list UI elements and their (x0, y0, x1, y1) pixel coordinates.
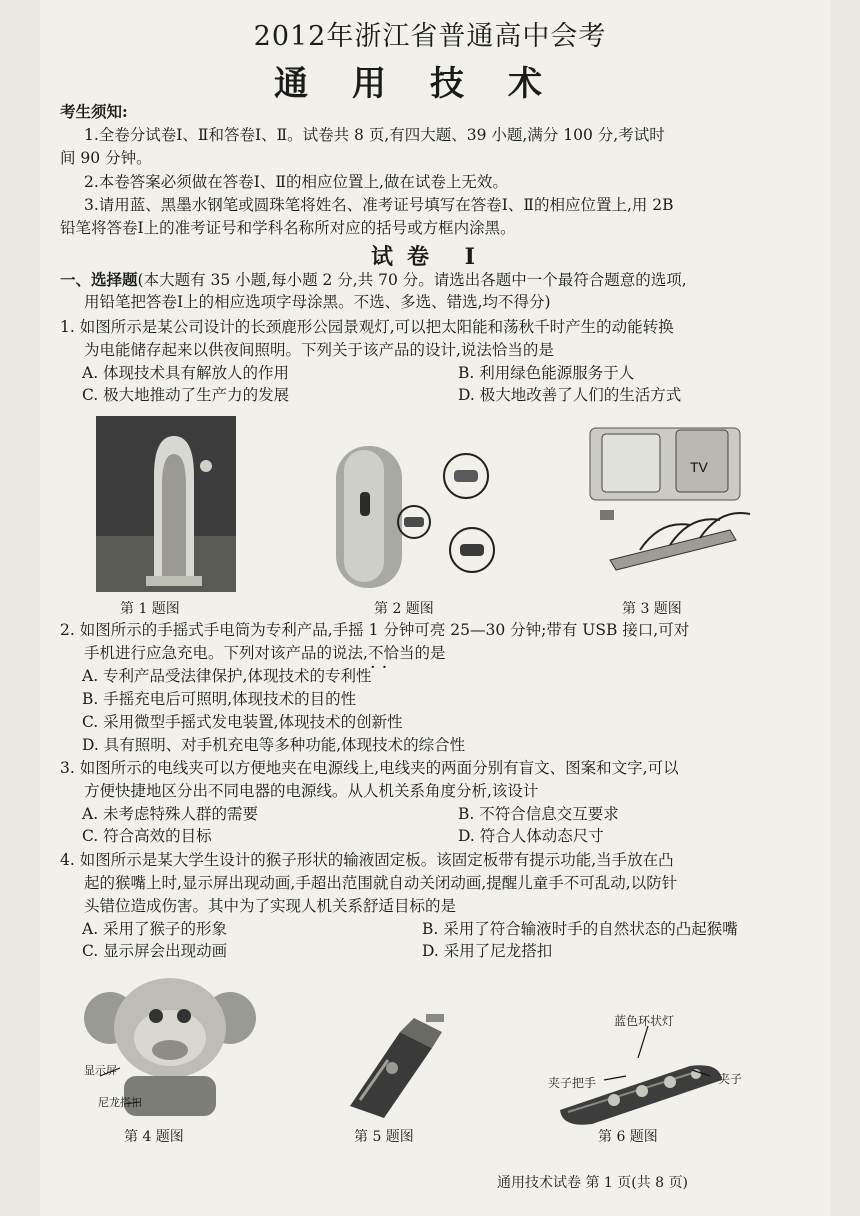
q2-option-c: C. 采用微型手摇式发电装置,体现技术的创新性 (82, 713, 403, 731)
q1-stem-line1: 1. 如图所示是某公司设计的长颈鹿形公园景观灯,可以把太阳能和荡秋千时产生的动能转换 (60, 318, 674, 336)
section-1-heading: 一、选择题 (60, 270, 138, 289)
q1-option-c: C. 极大地推动了生产力的发展 (82, 386, 290, 404)
q4-option-b: B. 采用了符合输液时手的自然状态的凸起猴嘴 (422, 920, 738, 938)
q2-stem-emphasis: 不恰当 ·· (368, 644, 415, 662)
q3-option-d: D. 符合人体动态尺寸 (458, 827, 604, 845)
paper-title: 试卷 Ⅰ (371, 244, 489, 270)
label-clip-handle: 夹子把手 (548, 1076, 597, 1090)
tv-label: TV (690, 459, 708, 475)
q1-stem-line2: 为电能储存起来以供夜间照明。下列关于该产品的设计,说法恰当的是 (84, 341, 554, 359)
section-1-desc: (本大题有 35 小题,每小题 2 分,共 70 分。请选出各题中一个最符合题意的选项, (137, 271, 687, 289)
fig4-caption: 第 4 题图 (124, 1129, 184, 1145)
q2-option-b: B. 手摇充电后可照明,体现技术的目的性 (82, 690, 357, 708)
notice-item-1-cont: 间 90 分钟。 (60, 149, 152, 167)
q1-option-a: A. 体现技术具有解放人的作用 (82, 364, 290, 382)
label-screen: 显示屏 (84, 1064, 117, 1077)
notice-item-3-cont: 铅笔将答卷Ⅰ上的准考证号和学科名称所对应的括号或方框内涂黑。 (60, 219, 516, 237)
q3-option-a: A. 未考虑特殊人群的需要 (82, 805, 259, 823)
notice-heading: 考生须知: (60, 102, 128, 121)
q2-stem-line2 (60, 642, 850, 665)
label-velcro: 尼龙搭扣 (98, 1096, 142, 1109)
q3-stem-line2: 方便快捷地区分出不同电器的电源线。从人机关系角度分析,该设计 (84, 782, 539, 800)
subject-title: 通用技术 (274, 64, 586, 104)
section-1-desc-cont: 用铅笔把答卷Ⅰ上的相应选项字母涂黑。不选、多选、错选,均不得分) (84, 293, 551, 311)
cable-clip-photo (580, 410, 760, 590)
q2-stem-pre: 手机进行应急充电。下列对该产品的说法, (84, 644, 368, 662)
q4-stem-line3: 头错位造成伤害。其中为了实现人机关系舒适目标的是 (84, 897, 457, 915)
screwdriver-photo (340, 1010, 450, 1122)
q3-option-b: B. 不符合信息交互要求 (458, 805, 619, 823)
q4-option-d: D. 采用了尼龙搭扣 (422, 942, 553, 960)
q2-stem-post: 的是 (414, 644, 446, 662)
fig6-caption: 第 6 题图 (598, 1129, 658, 1145)
q4-stem-line2: 起的猴嘴上时,显示屏出现动画,手超出范围就自动关闭动画,提醒儿童手不可乱动,以防针 (84, 874, 678, 892)
exam-title: 2012年浙江省普通高中会考 (253, 21, 607, 52)
label-clip: 夹子 (718, 1072, 743, 1086)
fig3-caption: 第 3 题图 (622, 601, 682, 617)
fig1-caption: 第 1 题图 (120, 601, 180, 617)
notice-item-1: 1.全卷分试卷Ⅰ、Ⅱ和答卷Ⅰ、Ⅱ。试卷共 8 页,有四大题、39 小题,满分 100 分,考试时 (84, 126, 665, 144)
giraffe-lamp-photo (96, 416, 236, 592)
page-footer: 通用技术试卷 第 1 页(共 8 页) (497, 1175, 688, 1191)
q2-option-a: A. 专利产品受法律保护,体现技术的专利性 (82, 667, 372, 685)
q1-option-b: B. 利用绿色能源服务于人 (458, 364, 635, 382)
q4-option-a: A. 采用了猴子的形象 (82, 920, 228, 938)
fig2-caption: 第 2 题图 (374, 601, 434, 617)
q4-stem-line1: 4. 如图所示是某大学生设计的猴子形状的输液固定板。该固定板带有提示功能,当手放在凸 (60, 851, 674, 869)
q1-option-d: D. 极大地改善了人们的生活方式 (458, 386, 682, 404)
notice-item-2: 2.本卷答案必须做在答卷Ⅰ、Ⅱ的相应位置上,做在试卷上无效。 (84, 173, 508, 191)
q4-option-c: C. 显示屏会出现动画 (82, 942, 228, 960)
label-ring-light: 蓝色环状灯 (614, 1014, 675, 1028)
q2-stem-line1: 2. 如图所示的手摇式手电筒为专利产品,手摇 1 分钟可亮 25—30 分钟;带有 USB 接口,可对 (60, 621, 690, 639)
q3-option-c: C. 符合高效的目标 (82, 827, 212, 845)
q2-option-d: D. 具有照明、对手机充电等多种功能,体现技术的综合性 (82, 736, 466, 754)
fig5-caption: 第 5 题图 (354, 1129, 414, 1145)
flashlight-photo (326, 436, 516, 596)
q3-stem-line1: 3. 如图所示的电线夹可以方便地夹在电源线上,电线夹的两面分别有盲文、图案和文字,可以 (60, 759, 679, 777)
fig6-pointer-lines (540, 1024, 743, 1104)
notice-item-3: 3.请用蓝、黑墨水钢笔或圆珠笔将姓名、准考证号填写在答卷Ⅰ、Ⅱ的相应位置上,用 2B (84, 196, 674, 214)
section-1-header (60, 268, 826, 292)
